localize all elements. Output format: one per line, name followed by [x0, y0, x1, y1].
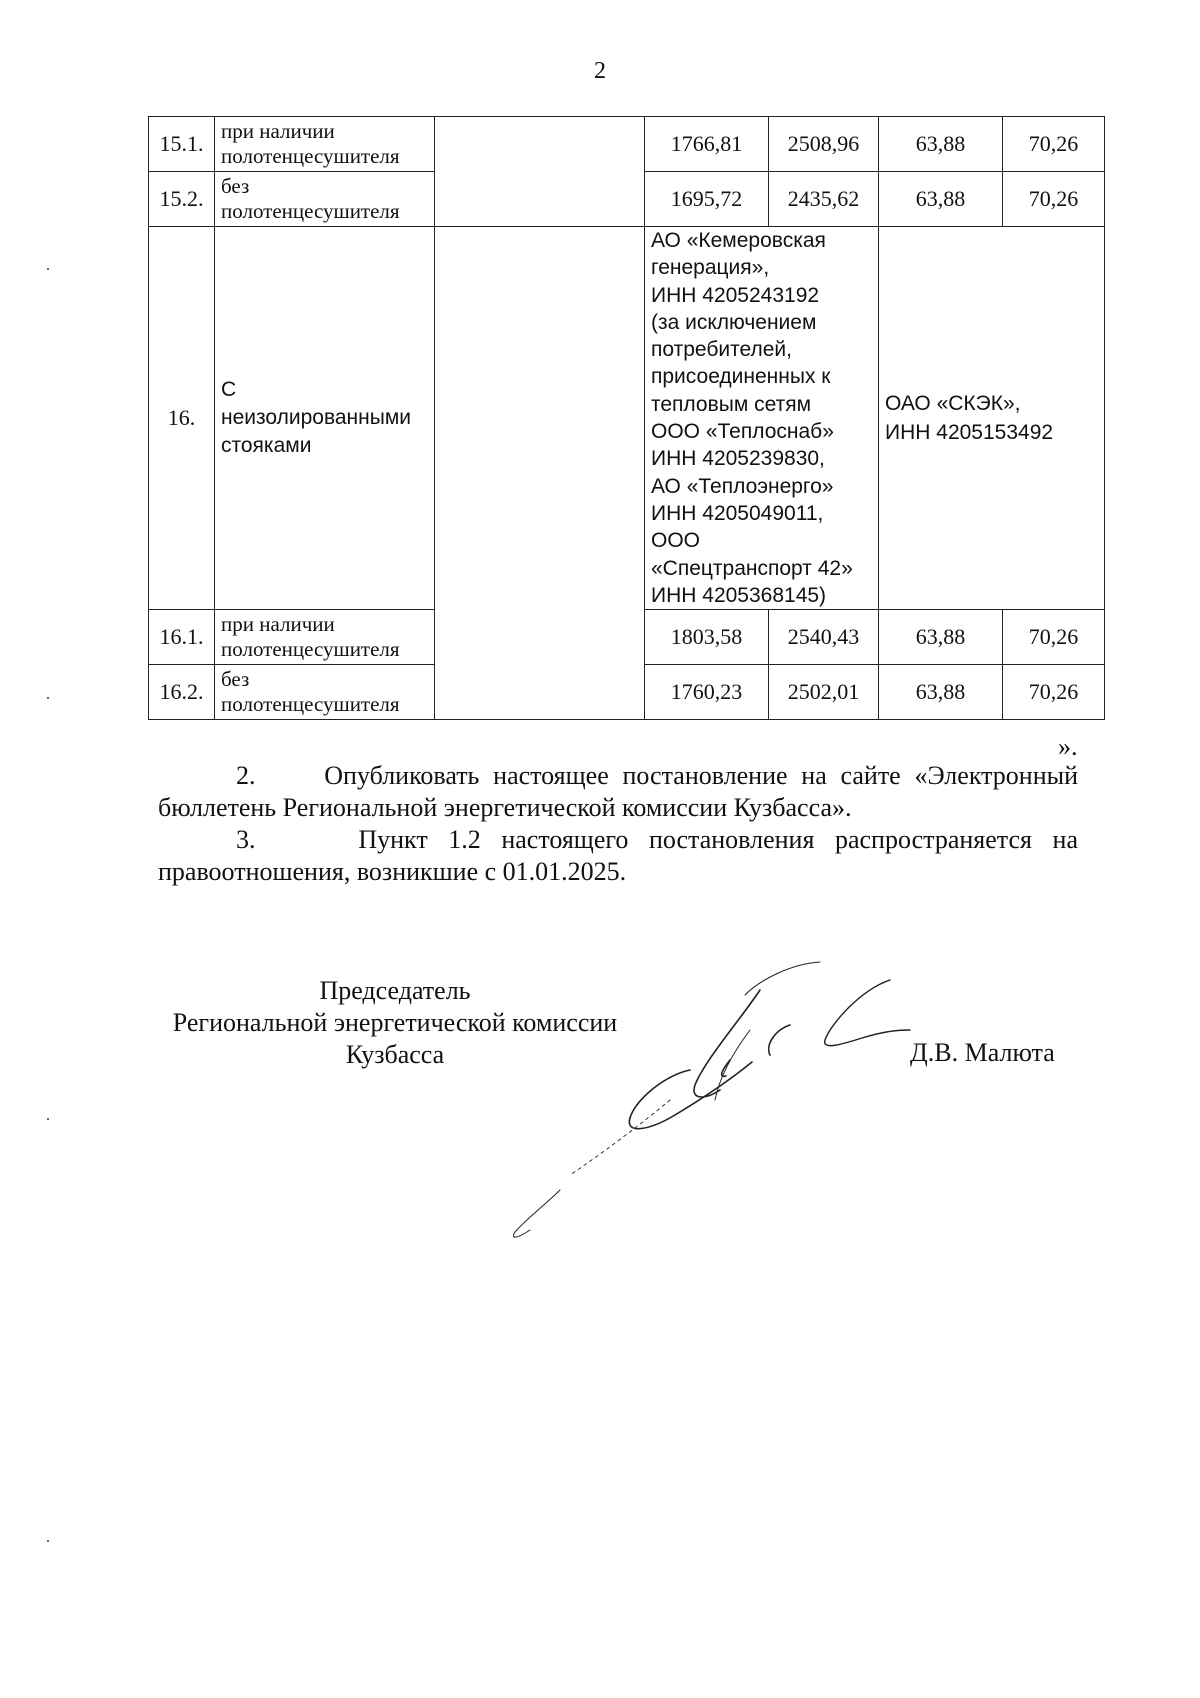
paragraph-publish: [158, 760, 1078, 824]
row-number: 16.: [149, 227, 215, 610]
paragraph-number: 3.: [236, 825, 256, 854]
value-cell: 1803,58: [645, 610, 769, 665]
scan-mark: [47, 697, 49, 699]
empty-cell: [435, 117, 645, 227]
value-cell: 63,88: [879, 117, 1003, 172]
scan-mark: [47, 1118, 49, 1120]
value-cell: 70,26: [1003, 665, 1105, 720]
value-cell: 2502,01: [769, 665, 879, 720]
row-number: 16.1.: [149, 610, 215, 665]
value-cell: 1760,23: [645, 665, 769, 720]
value-cell: 63,88: [879, 172, 1003, 227]
table-row: [149, 117, 1105, 172]
value-cell: 70,26: [1003, 610, 1105, 665]
row-name: без полотенцесушителя: [215, 665, 435, 720]
row-name: С неизолированными стояками: [215, 227, 435, 610]
row-name: при наличии полотенцесушителя: [215, 610, 435, 665]
paragraph-text: Опубликовать настоящее постановление на сайте «Электронный бюллетень Региональной энергетической комиссии Кузбасса».: [158, 761, 1078, 822]
signatory-title: Председатель Региональной энергетической комиссии Кузбасса: [172, 976, 618, 1069]
tariff-table: [148, 116, 1105, 720]
row-number: 16.2.: [149, 665, 215, 720]
row-name: без полотенцесушителя: [215, 172, 435, 227]
value-cell: 63,88: [879, 665, 1003, 720]
paragraph-number: 2.: [236, 761, 256, 790]
heat-supplier-cell: АО «Кемеровская генерация», ИНН 4205243192 (за исключением потребителей, присоединенных к тепловым сетям ООО «Теплоснаб» ИНН 4205239830, АО «Теплоэнерго» ИНН 4205049011, ООО «Спецтранспорт 42» ИНН 4205368145): [645, 227, 879, 610]
value-cell: 70,26: [1003, 172, 1105, 227]
row-number: 15.1.: [149, 117, 215, 172]
value-cell: 63,88: [879, 610, 1003, 665]
value-cell: 2435,62: [769, 172, 879, 227]
empty-cell: [435, 227, 645, 720]
value-cell: 1695,72: [645, 172, 769, 227]
row-name: при наличии полотенцесушителя: [215, 117, 435, 172]
value-cell: 2508,96: [769, 117, 879, 172]
scan-mark: [47, 1540, 49, 1542]
value-cell: 2540,43: [769, 610, 879, 665]
paragraph-text: Пункт 1.2 настоящего постановления распространяется на правоотношения, возникшие с 01.01.2025.: [158, 825, 1078, 886]
network-operator-cell: ОАО «СКЭК», ИНН 4205153492: [879, 227, 1105, 610]
paragraph-effective-date: [158, 824, 1078, 888]
value-cell: 1766,81: [645, 117, 769, 172]
row-number: 15.2.: [149, 172, 215, 227]
signer-name: Д.В. Малюта: [910, 1038, 1055, 1067]
value-cell: 70,26: [1003, 117, 1105, 172]
table-closing-quote: ».: [1058, 732, 1078, 761]
scan-mark: [47, 268, 49, 270]
handwritten-signature: [490, 950, 930, 1250]
table-row: [149, 227, 1105, 610]
page-number: 2: [594, 58, 606, 84]
